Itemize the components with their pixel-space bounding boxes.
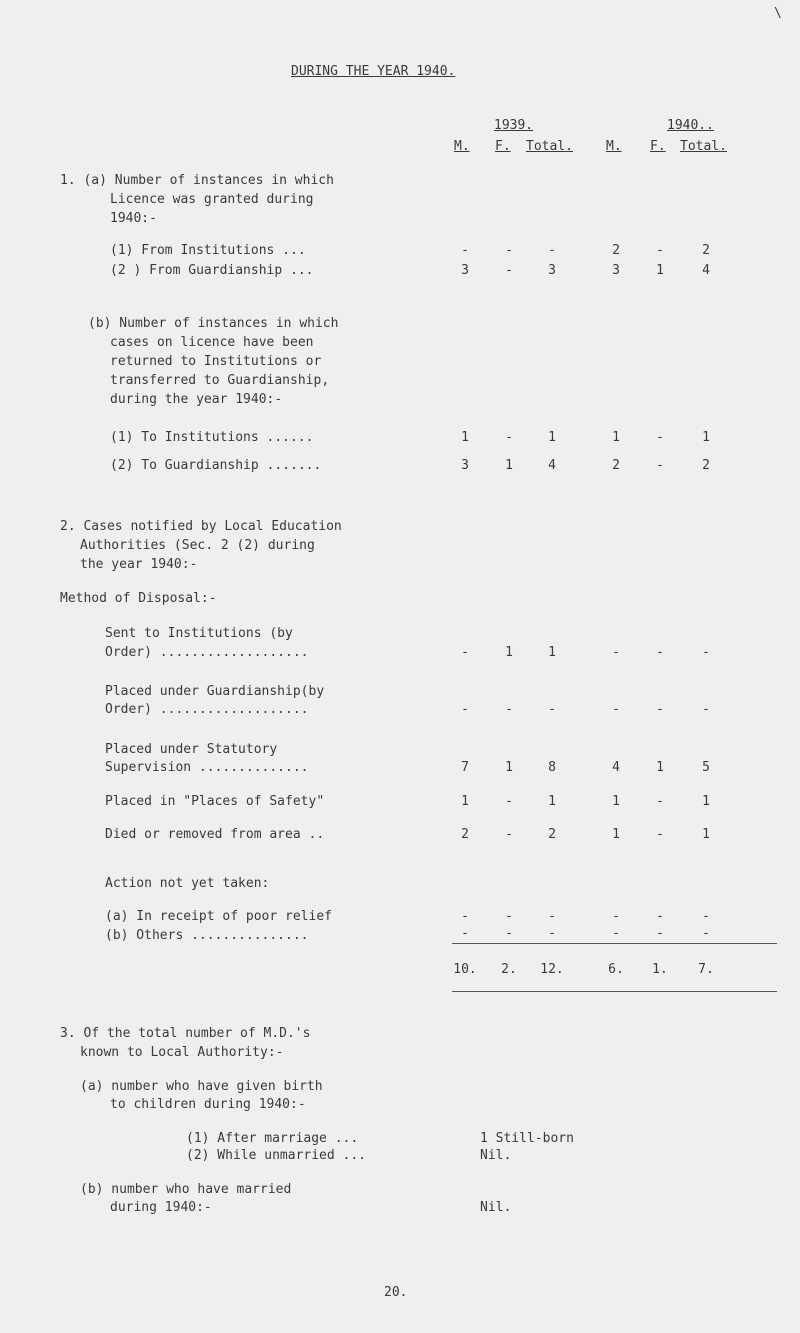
cell-total-1939: - — [548, 926, 556, 941]
method-of-disposal-heading: Method of Disposal:- — [60, 591, 217, 606]
cell-f-1940: - — [656, 827, 664, 842]
cell-f-1939: - — [505, 827, 513, 842]
cell-f-1940: - — [656, 909, 664, 924]
cell-total-1940: - — [702, 702, 710, 717]
cell-total-1940: 5 — [702, 760, 710, 775]
row-label: (b) Others ............... — [105, 928, 309, 943]
cell-m-1939: - — [461, 702, 469, 717]
section-3a-line-2: to children during 1940:- — [110, 1097, 306, 1112]
row-label: Placed in "Places of Safety" — [105, 794, 325, 809]
col-header-total-1939: Total. — [526, 139, 573, 154]
cell-f-1940: - — [656, 926, 664, 941]
cell-total-1940: 2 — [702, 458, 710, 473]
cell-m-1939: 1 — [461, 430, 469, 445]
section-2-line-3: the year 1940:- — [80, 557, 198, 572]
section-3b-line-2: during 1940:- — [110, 1200, 212, 1215]
total-m-1940: 6. — [608, 962, 624, 977]
section-3b-line-1: (b) number who have married — [80, 1182, 292, 1197]
cell-f-1939: - — [505, 926, 513, 941]
row-label: Died or removed from area .. — [105, 827, 325, 842]
cell-total-1940: 1 — [702, 827, 710, 842]
cell-total-1940: - — [702, 909, 710, 924]
section-1b-line-1: (b) Number of instances in which — [88, 316, 339, 331]
total-total-1939: 12. — [540, 962, 564, 977]
cell-m-1940: 3 — [612, 263, 620, 278]
cell-total-1940: - — [702, 926, 710, 941]
section-1a-line-1: 1. (a) Number of instances in which — [60, 173, 334, 188]
row-label: (2) To Guardianship ....... — [110, 458, 322, 473]
section-3-line-2: known to Local Authority:- — [80, 1045, 284, 1060]
section-1b-line-2: cases on licence have been — [110, 335, 314, 350]
cell-f-1940: - — [656, 243, 664, 258]
section-1a-line-2: Licence was granted during — [110, 192, 314, 207]
cell-m-1939: 3 — [461, 263, 469, 278]
cell-total-1939: 8 — [548, 760, 556, 775]
row-label: (a) In receipt of poor relief — [105, 909, 332, 924]
cell-f-1940: 1 — [656, 760, 664, 775]
section-2-line-1: 2. Cases notified by Local Education — [60, 519, 342, 534]
section-3a-line-1: (a) number who have given birth — [80, 1079, 323, 1094]
row-label-line-1: Placed under Guardianship(by — [105, 684, 325, 699]
divider — [452, 943, 777, 944]
row-label-line-1: Sent to Institutions (by — [105, 626, 293, 641]
cell-f-1940: - — [656, 430, 664, 445]
cell-m-1939: - — [461, 645, 469, 660]
cell-m-1939: - — [461, 909, 469, 924]
cell-total-1940: 1 — [702, 794, 710, 809]
cell-m-1940: - — [612, 645, 620, 660]
cell-m-1940: 4 — [612, 760, 620, 775]
cell-m-1939: - — [461, 926, 469, 941]
cell-m-1940: 1 — [612, 430, 620, 445]
total-f-1940: 1. — [652, 962, 668, 977]
after-marriage-label: (1) After marriage ... — [186, 1131, 359, 1146]
cell-m-1939: 2 — [461, 827, 469, 842]
page-number: 20. — [384, 1285, 408, 1300]
col-header-m-1940: M. — [606, 139, 622, 154]
cell-m-1940: - — [612, 926, 620, 941]
cell-total-1939: 1 — [548, 430, 556, 445]
action-not-taken-heading: Action not yet taken: — [105, 876, 270, 891]
section-2-line-2: Authorities (Sec. 2 (2) during — [80, 538, 315, 553]
col-header-total-1940: Total. — [680, 139, 727, 154]
cell-total-1940: 1 — [702, 430, 710, 445]
cell-f-1940: - — [656, 645, 664, 660]
row-label-line-2: Supervision .............. — [105, 760, 309, 775]
cell-m-1940: 2 — [612, 458, 620, 473]
cell-m-1940: - — [612, 909, 620, 924]
row-label: (1) To Institutions ...... — [110, 430, 314, 445]
cell-f-1940: - — [656, 702, 664, 717]
cell-m-1939: - — [461, 243, 469, 258]
cell-m-1940: 2 — [612, 243, 620, 258]
cell-f-1939: 1 — [505, 760, 513, 775]
section-1b-line-4: transferred to Guardianship, — [110, 373, 330, 388]
year-1939-header: 1939. — [494, 118, 534, 133]
while-unmarried-value: Nil. — [480, 1148, 512, 1163]
cell-total-1940: 2 — [702, 243, 710, 258]
section-3-line-1: 3. Of the total number of M.D.'s — [60, 1026, 311, 1041]
after-marriage-value: 1 Still-born — [480, 1131, 574, 1146]
total-f-1939: 2. — [501, 962, 517, 977]
total-total-1940: 7. — [698, 962, 714, 977]
cell-f-1940: 1 — [656, 263, 664, 278]
cell-m-1940: 1 — [612, 794, 620, 809]
cell-m-1939: 7 — [461, 760, 469, 775]
cell-total-1939: 1 — [548, 645, 556, 660]
cell-f-1939: - — [505, 263, 513, 278]
row-label-line-2: Order) ................... — [105, 645, 309, 660]
cell-total-1939: - — [548, 243, 556, 258]
cell-m-1940: - — [612, 702, 620, 717]
married-value: Nil. — [480, 1200, 512, 1215]
cell-f-1939: - — [505, 702, 513, 717]
cell-f-1940: - — [656, 794, 664, 809]
while-unmarried-label: (2) While unmarried ... — [186, 1148, 367, 1163]
row-label-line-2: Order) ................... — [105, 702, 309, 717]
year-1940-header: 1940.. — [667, 118, 714, 133]
cell-f-1939: - — [505, 909, 513, 924]
cell-m-1939: 1 — [461, 794, 469, 809]
cell-f-1939: - — [505, 430, 513, 445]
cell-m-1939: 3 — [461, 458, 469, 473]
total-m-1939: 10. — [453, 962, 477, 977]
cell-total-1939: - — [548, 909, 556, 924]
corner-mark: \ — [774, 6, 782, 21]
row-label-line-1: Placed under Statutory — [105, 742, 278, 757]
divider — [452, 991, 777, 992]
col-header-f-1940: F. — [650, 139, 666, 154]
cell-f-1939: - — [505, 794, 513, 809]
section-1a-line-3: 1940:- — [110, 211, 157, 226]
col-header-m-1939: M. — [454, 139, 470, 154]
page-title: DURING THE YEAR 1940. — [291, 64, 456, 79]
cell-total-1940: 4 — [702, 263, 710, 278]
cell-m-1940: 1 — [612, 827, 620, 842]
cell-f-1940: - — [656, 458, 664, 473]
cell-f-1939: 1 — [505, 458, 513, 473]
section-1b-line-3: returned to Institutions or — [110, 354, 322, 369]
cell-total-1939: 3 — [548, 263, 556, 278]
row-label: (1) From Institutions ... — [110, 243, 306, 258]
section-1b-line-5: during the year 1940:- — [110, 392, 283, 407]
cell-total-1940: - — [702, 645, 710, 660]
cell-total-1939: 1 — [548, 794, 556, 809]
cell-f-1939: - — [505, 243, 513, 258]
cell-total-1939: 4 — [548, 458, 556, 473]
row-label: (2 ) From Guardianship ... — [110, 263, 314, 278]
cell-total-1939: - — [548, 702, 556, 717]
cell-f-1939: 1 — [505, 645, 513, 660]
col-header-f-1939: F. — [495, 139, 511, 154]
cell-total-1939: 2 — [548, 827, 556, 842]
